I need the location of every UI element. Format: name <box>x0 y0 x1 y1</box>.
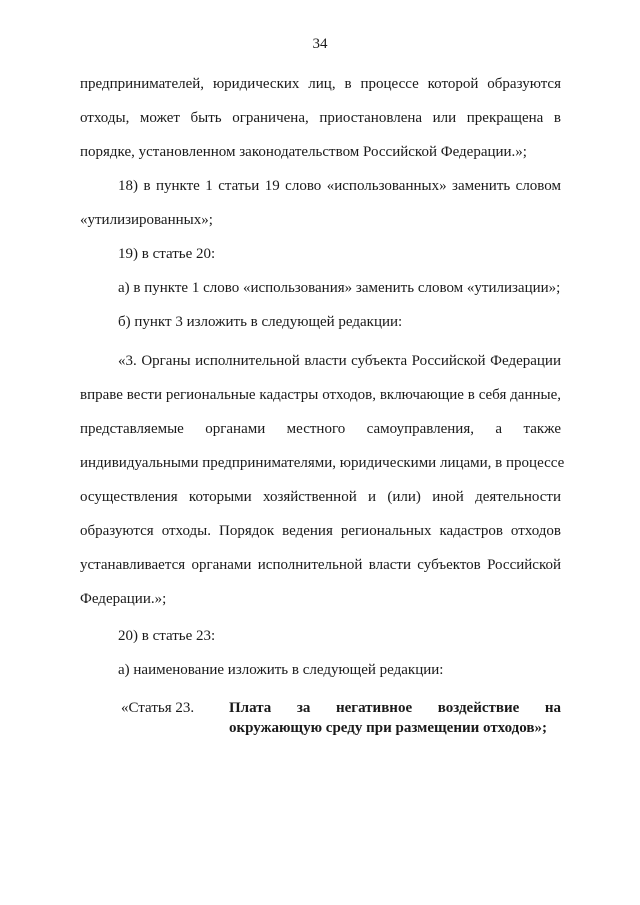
text-line: Федерации.»; <box>80 591 167 607</box>
text-line: «утилизированных»; <box>80 212 213 228</box>
text-line: отходы, может быть ограничена, приостановлена или прекращена в <box>80 110 561 126</box>
text-line: устанавливается органами исполнительной власти субъектов Российской <box>80 557 561 573</box>
text-line: предпринимателей, юридических лиц, в процессе которой образуются <box>80 76 561 92</box>
text-line: образуются отходы. Порядок ведения региональных кадастров отходов <box>80 523 561 539</box>
text-line: 20) в статье 23: <box>118 628 216 644</box>
text-line: порядке, установленном законодательством Российской Федерации.»; <box>80 144 527 160</box>
text-line: а) наименование изложить в следующей редакции: <box>118 662 444 678</box>
text-line: 19) в статье 20: <box>118 246 216 262</box>
text-line: представляемые органами местного самоуправления, а также <box>80 421 561 437</box>
text-line: б) пункт 3 изложить в следующей редакции: <box>118 314 403 330</box>
text-line: 18) в пункте 1 статьи 19 слово «использованных» заменить словом <box>118 178 561 194</box>
text-line: индивидуальными предпринимателями, юридическими лицами, в процессе <box>80 455 565 471</box>
text-line: а) в пункте 1 слово «использования» заменить словом «утилизации»; <box>118 280 561 296</box>
article-title-line1: Плата за негативное воздействие на <box>229 700 561 716</box>
text-line: вправе вести региональные кадастры отходов, включающие в себя данные, <box>80 387 561 403</box>
article-label: «Статья 23. <box>121 700 195 716</box>
text-line: «3. Органы исполнительной власти субъекта Российской Федерации <box>118 353 561 369</box>
text-line: осуществления которыми хозяйственной и (или) иной деятельности <box>80 489 561 505</box>
article-title-line2: окружающую среду при размещении отходов»; <box>229 720 547 736</box>
page-number: 34 <box>312 36 328 52</box>
